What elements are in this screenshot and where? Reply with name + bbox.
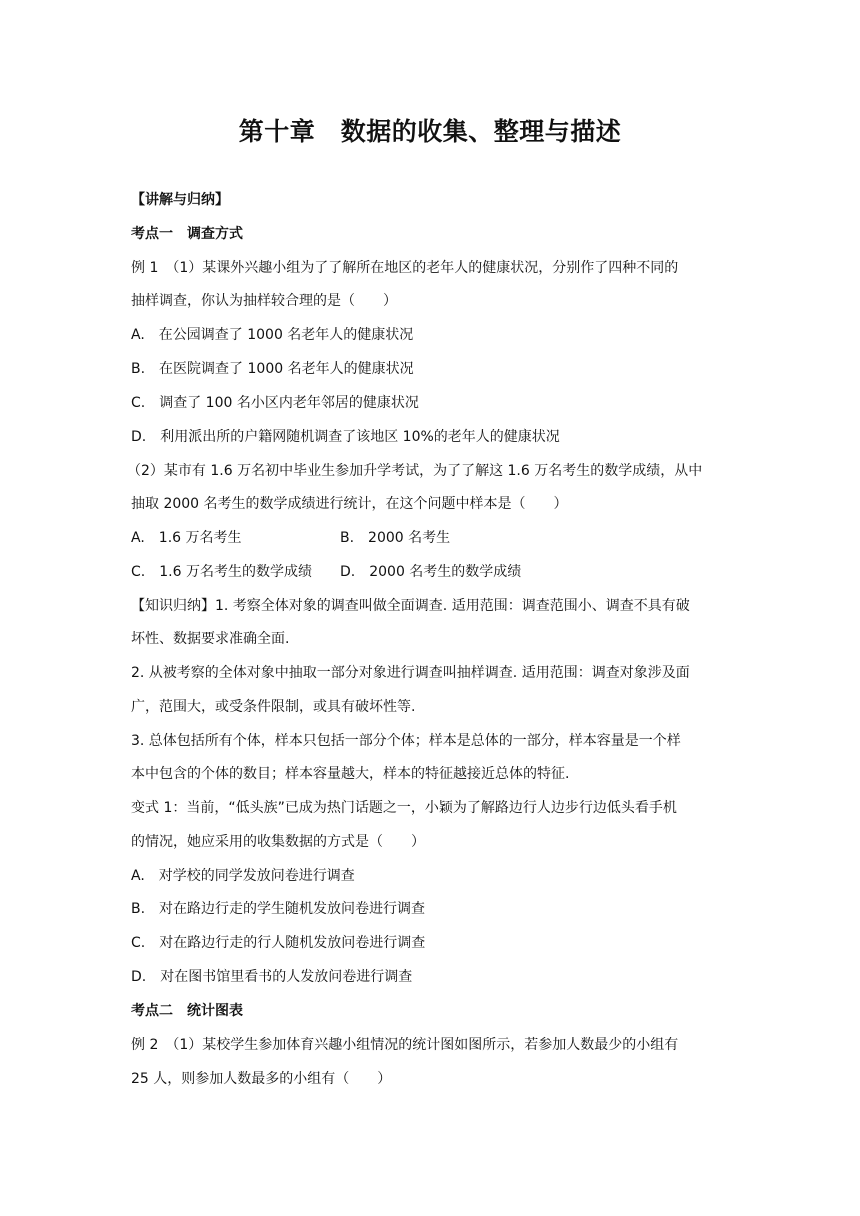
variant1-option-d: D. 对在图书馆里看书的人发放问卷进行调查 — [131, 969, 413, 985]
knowledge-line2: 坏性、数据要求准确全面. — [131, 631, 290, 647]
point1-heading: 考点一 调查方式 — [131, 226, 243, 242]
variant1-option-b: B. 对在路边行走的学生随机发放问卷进行调查 — [131, 901, 426, 917]
example2-line1: 例 2 （1）某校学生参加体育兴趣小组情况的统计图如图所示，若参加人数最少的小组有 — [131, 1037, 679, 1053]
example1-q2-line1: （2）某市有 1.6 万名初中毕业生参加升学考试，为了了解这 1.6 万名考生的数学成绩，从中 — [127, 463, 703, 479]
variant1-option-a: A. 对学校的同学发放问卷进行调查 — [131, 868, 355, 884]
knowledge-line6: 本中包含的个体的数目；样本容量越大，样本的特征越接近总体的特征. — [131, 766, 570, 782]
example1-option-a: A. 在公园调查了 1000 名老年人的健康状况 — [131, 327, 414, 343]
variant1-line1: 变式 1：当前，“低头族”已成为热门话题之一，小颖为了解路边行人边步行边低头看手机 — [131, 800, 677, 816]
example1-option-c: C. 调查了 100 名小区内老年邻居的健康状况 — [131, 395, 419, 411]
knowledge-line1: 【知识归纳】1. 考察全体对象的调查叫做全面调查. 适用范围：调查范围小、调查不具有破 — [131, 598, 690, 614]
example1-q2-option-a: A. 1.6 万名考生 — [131, 530, 242, 546]
example2-line2: 25 人，则参加人数最多的小组有（ ） — [131, 1071, 392, 1087]
example1-q2-option-c: C. 1.6 万名考生的数学成绩 — [131, 564, 312, 580]
example1-line2: 抽样调查，你认为抽样较合理的是（ ） — [131, 293, 397, 309]
knowledge-line3: 2. 从被考察的全体对象中抽取一部分对象进行调查叫抽样调查. 适用范围：调查对象涉及面 — [131, 665, 690, 681]
variant1-line2: 的情况，她应采用的收集数据的方式是（ ） — [131, 834, 425, 850]
section-heading: 【讲解与归纳】 — [131, 192, 229, 208]
example1-q2-line2: 抽取 2000 名考生的数学成绩进行统计，在这个问题中样本是（ ） — [131, 496, 568, 512]
point2-heading: 考点二 统计图表 — [131, 1003, 243, 1019]
example1-line1: 例 1 （1）某课外兴趣小组为了了解所在地区的老年人的健康状况，分别作了四种不同的 — [131, 260, 679, 276]
example1-q2-option-d: D. 2000 名考生的数学成绩 — [340, 564, 522, 580]
example1-q2-option-b: B. 2000 名考生 — [340, 530, 451, 546]
knowledge-line4: 广，范围大，或受条件限制，或具有破坏性等. — [131, 699, 416, 715]
knowledge-line5: 3. 总体包括所有个体，样本只包括一部分个体；样本是总体的一部分，样本容量是一个样 — [131, 733, 681, 749]
example1-option-d: D. 利用派出所的户籍网随机调查了该地区 10%的老年人的健康状况 — [131, 429, 560, 445]
variant1-option-c: C. 对在路边行走的行人随机发放问卷进行调查 — [131, 935, 426, 951]
chapter-title: 第十章 数据的收集、整理与描述 — [238, 117, 622, 146]
example1-option-b: B. 在医院调查了 1000 名老年人的健康状况 — [131, 361, 414, 377]
